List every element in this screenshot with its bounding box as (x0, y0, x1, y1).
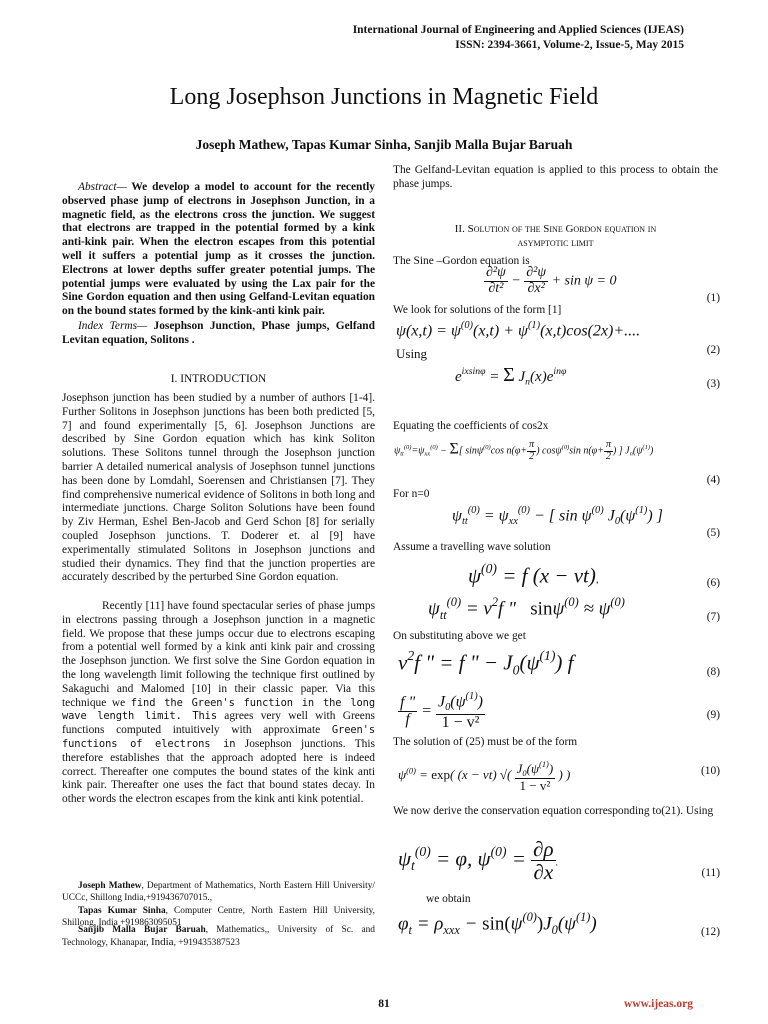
equation-number-2: (2) (706, 344, 720, 356)
intro-paragraph-1: Josephson junction has been studied by a number of authors [1-4]. Further Solitons in Josephson junctions has been both predicted [5, 7] and found experimentally [5, 6]. Josephson Junctions are described by Sine Gordon equation which has kink Soliton solutions. These Solitons tunnel through the Josephson junction barrier A detailed numerical analysis of Josephson tunnel junctions has been done by Lomdahl, Soerensen and Christiansen [7]. They find comprehensive numerical evidence of Solitons in both long and intermediate junctions. Charge Soliton Solutions have been found by Ziv Herman, Eshel Ben-Jacob and Gerd Schon [8] for serially coupled Josephson junctions. T. Doderer et. al [9] have experimentally stimulated Solitons in Josephson junctions and studied their dynamics. They find that the junction properties are accurately described by the perturbed Sine Gordon equation. (62, 392, 375, 584)
index-terms-label: Index Terms (78, 320, 138, 332)
equation-7: $\psi_{tt}^{(0)} = v^2f$ " $\sin\psi^{(0)} \approx \psi^{(0)}$ (428, 595, 625, 622)
paper-title: Long Josephson Junctions in Magnetic Field (169, 84, 599, 110)
abstract-label: Abstract (78, 181, 117, 193)
journal-header-line1: International Journal of Engineering and Applied Sciences (IJEAS) (352, 24, 684, 36)
equation-number-6: (6) (706, 577, 720, 589)
on-substituting: On substituting above we get (393, 630, 526, 642)
footnote-author-1: Joseph Mathew, Department of Mathematics, North Eastern Hill University/ UCCc, Shillong India,+919436707015., (62, 881, 375, 904)
look-for-solutions: We look for solutions of the form [1] (393, 304, 562, 316)
equation-number-9: (9) (706, 709, 720, 721)
using-label: Using (396, 346, 428, 361)
solution-form: The solution of (25) must be of the form (393, 736, 578, 748)
equation-11: $\psi_t^{(0)} = \varphi$, $\psi^{(0)}$ = $\frac{\partial\rho}{\partial x}$ . (398, 837, 559, 885)
equation-2: $\psi(x,t) = \psi^{(0)}(x,t) + \psi^{(1)}(x,t)\cos(2x)+$.... (396, 320, 641, 340)
index-terms: Index Terms— Josephson Junction, Phase jumps, Gelfand Levitan equation, Solitons . (62, 320, 375, 346)
journal-header-line2: ISSN: 2394-3661, Volume-2, Issue-5, May 2015 (455, 39, 684, 51)
right-intro: The Gelfand-Levitan equation is applied to this process to obtain the phase jumps. (393, 164, 718, 190)
equation-number-3: (3) (706, 378, 720, 390)
equation-4: $\psi_{tt}^{(0)}=\psi_{xx}^{(0)} - \Sigma$[ sinψ$^{(0)}$cos n(φ+ $\frac{\pi}{2}$ ) cosψ$^{(0)}$sin n(φ+ $\frac{\pi}{2}$ ) ] $J_n(\psi^{(1)})$ (394, 439, 654, 462)
equation-number-8: (8) (706, 666, 720, 678)
sine-gordon-intro: The Sine –Gordon equation is (393, 255, 530, 267)
equation-6: $\psi^{(0)} = f$ (x − vt), (468, 561, 599, 588)
equating-coefficients: Equating the coefficients of cos2x (393, 420, 549, 432)
page-number: 81 (378, 998, 390, 1010)
section-heading-2-line1: II. Solution of the Sine Gordon equation in (454, 223, 657, 235)
assume-travelling-wave: Assume a travelling wave solution (393, 541, 551, 553)
footnote-author-3: Sanjib Malla Bujar Baruah, Mathematics,, University of Sc. and Technology, Khanapar, India, +919435387523 (62, 925, 375, 949)
we-obtain: we obtain (426, 893, 471, 905)
abstract: Abstract— We develop a model to account for the recently observed phase jump of electrons in Josephson Junction, in a magnetic field, as the electrons cross the junction. We suggest that electrons are trapped in the potential formed by a kink anti-kink pair. When the electron escapes from this potential well it suffers a potential jump as it crosses the junction. Electrons at lower depths suffer greater potential jumps. The potential jumps were evaluated by using the Lax pair for the Sine Gordon equation and then using Gelfand-Levitan equation on the bound states formed by the kink-anti kink pair. (62, 181, 375, 318)
equation-number-4: (4) (706, 474, 720, 486)
index-terms-text: Josephson Junction, Phase jumps, Gelfand Levitan equation, Solitons . (62, 320, 375, 346)
conservation-intro: We now derive the conservation equation corresponding to(21). Using (393, 805, 714, 817)
footnote-author-2: Tapas Kumar Sinha, Computer Centre, North Eastern Hill University, Shillong, India +919863095051 (62, 906, 375, 929)
equation-1: $\frac{\text{∂²ψ}}{\text{∂t²}}$ − $\frac{\text{∂²ψ}}{\text{∂x²}}$ + sin ψ = 0 (486, 265, 617, 296)
equation-number-7: (7) (706, 611, 720, 623)
equation-number-1: (1) (706, 292, 720, 304)
equation-number-11: (11) (701, 867, 720, 879)
equation-9: $\frac{f "}{f}$ = $\frac{J_0(\psi^{(1)})}{\text{1 − v²}}$ (400, 691, 483, 731)
equation-5: $\psi_{tt}^{(0)} = \psi_{xx}^{(0)}$ − [ $\sin \psi^{(0)}$ $J_0(\psi^{(1)})$ ] (452, 505, 663, 527)
equation-12: $\varphi_t = \rho_{xxx} - \sin(\psi^{(0)})J_0(\psi^{(1)})$ (398, 910, 597, 937)
section-heading-2-line2: asymptotic limit (517, 237, 594, 249)
equation-3: $e^{ixsin\varphi} = \Sigma$ $J_n(x)e^{in\varphi}$ (455, 364, 567, 388)
equation-10: $\psi^{(0)} = \exp$( (x − vt) √( $\frac{J_0(\psi^{(1)})}{\text{1 − v²}}$ ) ) (398, 759, 571, 793)
equation-number-10: (10) (701, 765, 720, 777)
section-heading-introduction: I. INTRODUCTION (170, 373, 267, 385)
journal-website-link[interactable]: www.ijeas.org (624, 998, 693, 1010)
equation-8: $v^2f$ " = f " − $J_0(\psi^{(1)})$ f (398, 648, 574, 678)
intro-paragraph-2: Recently [11] have found spectacular series of phase jumps in electrons passing through a Josephson junction in a magnetic field. We propose that these jumps occur due to electrons escaping from a potential well formed by a kink anti kink pair and crossing the Josephson junction. We first solve the Sine Gordon equation in the long wavelength limit following the technique first outlined by Sakaguchi and Malomed [10] in their classic paper. Via this technique we find the Green's function in the long wave length limit. This agrees very well with Greens functions computed intuitively with approximate Green's functions of electrons in Josephson junctions. This therefore establishes that the approach adopted here is indeed correct. Thereafter one computes the bound states of the kink anti kink pair. Thereafter one uses the fact that bound states decay. In other words the electron escapes from the kink anti kink potential. (62, 600, 375, 806)
equation-number-12: (12) (701, 926, 720, 938)
paper-authors: Joseph Mathew, Tapas Kumar Sinha, Sanjib Malla Bujar Baruah (195, 137, 573, 152)
equation-number-5: (5) (706, 527, 720, 539)
abstract-text: We develop a model to account for the recently observed phase jump of electrons in Josephson Junction, in a magnetic field, as the electrons cross the junction. We suggest that electrons are trapped in the potential formed by a kink anti-kink pair. When the electron escapes from this potential well it suffers a potential jump as it crosses the junction. Electrons at lower depths suffer greater potential jumps. The potential jumps were evaluated by using the Lax pair for the Sine Gordon equation and then using Gelfand-Levitan equation on the bound states formed by the kink-anti kink pair. (62, 181, 375, 318)
for-n0: For n=0 (393, 488, 430, 500)
